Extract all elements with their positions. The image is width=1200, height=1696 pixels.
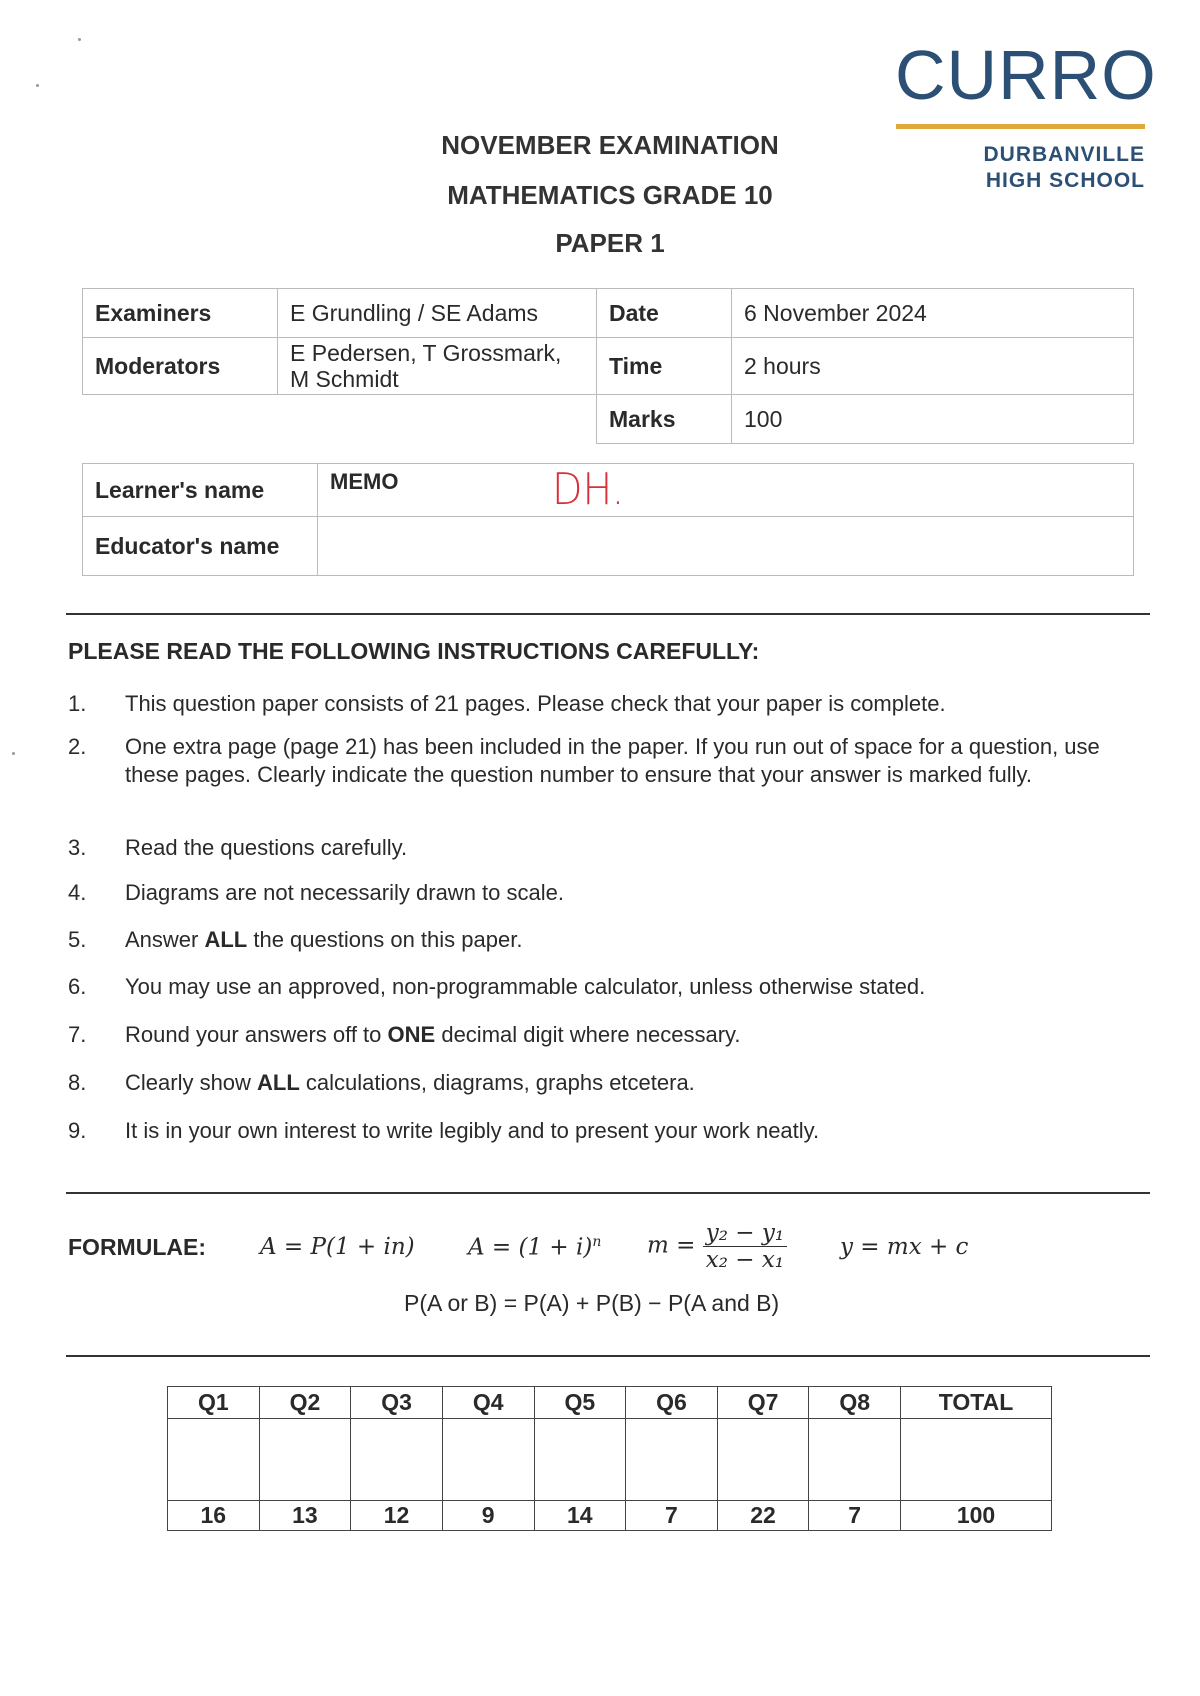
curro-logo: CURRO bbox=[895, 36, 1157, 114]
time-value: 2 hours bbox=[732, 338, 1134, 395]
max-mark: 16 bbox=[168, 1501, 260, 1531]
date-value: 6 November 2024 bbox=[732, 289, 1134, 338]
marks-header: Q4 bbox=[442, 1387, 534, 1419]
formulae-label: FORMULAE: bbox=[68, 1234, 206, 1260]
instruction-item: 4. Diagrams are not necessarily drawn to scale. bbox=[68, 880, 564, 905]
score-cell[interactable] bbox=[626, 1419, 718, 1501]
score-cell[interactable] bbox=[534, 1419, 626, 1501]
paper-title: PAPER 1 bbox=[555, 228, 665, 258]
moderators-line1: E Pedersen, T Grossmark, bbox=[290, 340, 562, 366]
examiners-value: E Grundling / SE Adams bbox=[278, 289, 597, 338]
examiners-label: Examiners bbox=[83, 289, 278, 338]
marks-label: Marks bbox=[597, 395, 732, 444]
logo-divider bbox=[896, 124, 1145, 129]
school-name bbox=[895, 142, 1145, 194]
score-cell[interactable] bbox=[351, 1419, 443, 1501]
instructions-heading: PLEASE READ THE FOLLOWING INSTRUCTIONS CAREFULLY: bbox=[68, 638, 760, 664]
max-mark: 9 bbox=[442, 1501, 534, 1531]
line-equation-formula: y = mx + c bbox=[840, 1234, 969, 1260]
marks-value: 100 bbox=[732, 395, 1134, 444]
learner-name-field[interactable] bbox=[318, 464, 1134, 517]
educator-name-label: Educator's name bbox=[83, 517, 318, 576]
instruction-item: 9. It is in your own interest to write legibly and to present your work neatly. bbox=[68, 1118, 820, 1143]
school-name-line1: DURBANVILLE bbox=[983, 143, 1145, 166]
learner-table bbox=[82, 463, 1134, 576]
divider bbox=[66, 1355, 1150, 1357]
marks-score-row bbox=[168, 1419, 1052, 1501]
marks-header: TOTAL bbox=[901, 1387, 1052, 1419]
max-mark: 7 bbox=[626, 1501, 718, 1531]
marks-table bbox=[167, 1386, 1052, 1531]
marks-header: Q8 bbox=[809, 1387, 901, 1419]
exam-title: NOVEMBER EXAMINATION bbox=[441, 130, 779, 160]
max-mark: 13 bbox=[259, 1501, 351, 1531]
instruction-item: 5. Answer ALL the questions on this paper. bbox=[68, 927, 523, 952]
simple-interest-formula: A = P(1 + in) bbox=[260, 1234, 415, 1260]
max-mark: 22 bbox=[717, 1501, 809, 1531]
score-cell[interactable] bbox=[809, 1419, 901, 1501]
educator-name-field[interactable] bbox=[318, 517, 1134, 576]
handwritten-initials: DH. bbox=[552, 464, 625, 515]
instruction-item: 8. Clearly show ALL calculations, diagrams, graphs etcetera. bbox=[68, 1070, 695, 1095]
moderators-line2: M Schmidt bbox=[290, 366, 399, 392]
marks-header: Q7 bbox=[717, 1387, 809, 1419]
learner-name-value: MEMO bbox=[330, 469, 399, 494]
max-mark: 12 bbox=[351, 1501, 443, 1531]
max-mark: 7 bbox=[809, 1501, 901, 1531]
instruction-item: 7. Round your answers off to ONE decimal digit where necessary. bbox=[68, 1022, 741, 1047]
max-mark: 14 bbox=[534, 1501, 626, 1531]
exam-info-table bbox=[82, 288, 1134, 444]
score-cell[interactable] bbox=[168, 1419, 260, 1501]
score-cell[interactable] bbox=[259, 1419, 351, 1501]
learner-name-label: Learner's name bbox=[83, 464, 318, 517]
instruction-item: 2. One extra page (page 21) has been included in the paper. If you run out of space for a question, use these pages. Clearly indicate the question number to ensure that your answer is marked fully. bbox=[68, 734, 1100, 787]
instruction-item: 3. Read the questions carefully. bbox=[68, 835, 408, 860]
scan-speck bbox=[78, 38, 81, 41]
marks-header: Q6 bbox=[626, 1387, 718, 1419]
scan-speck bbox=[36, 84, 39, 87]
marks-header: Q2 bbox=[259, 1387, 351, 1419]
divider bbox=[66, 1192, 1150, 1194]
marks-header-row bbox=[168, 1387, 1052, 1419]
moderators-value bbox=[278, 338, 597, 395]
score-cell[interactable] bbox=[717, 1419, 809, 1501]
instruction-item: 1. This question paper consists of 21 pages. Please check that your paper is complete. bbox=[68, 691, 946, 716]
subject-title: MATHEMATICS GRADE 10 bbox=[447, 180, 773, 210]
marks-header: Q3 bbox=[351, 1387, 443, 1419]
marks-header: Q1 bbox=[168, 1387, 260, 1419]
score-cell[interactable] bbox=[901, 1419, 1052, 1501]
probability-formula: P(A or B) = P(A) + P(B) − P(A and B) bbox=[404, 1290, 780, 1316]
moderators-label: Moderators bbox=[83, 338, 278, 395]
gradient-formula: m = $\frac{\text{y₂ − y₁}}{\text{x₂ − x₁}}$ bbox=[647, 1220, 787, 1273]
school-name-line2: HIGH SCHOOL bbox=[985, 169, 1145, 192]
scan-speck bbox=[12, 752, 15, 755]
marks-header: Q5 bbox=[534, 1387, 626, 1419]
compound-growth-formula: $A = (1 + i)^n$ bbox=[468, 1234, 602, 1261]
score-cell[interactable] bbox=[442, 1419, 534, 1501]
max-mark: 100 bbox=[901, 1501, 1052, 1531]
divider bbox=[66, 613, 1150, 615]
time-label: Time bbox=[597, 338, 732, 395]
date-label: Date bbox=[597, 289, 732, 338]
instruction-item: 6. You may use an approved, non-programmable calculator, unless otherwise stated. bbox=[68, 974, 926, 999]
marks-total-row bbox=[168, 1501, 1052, 1531]
